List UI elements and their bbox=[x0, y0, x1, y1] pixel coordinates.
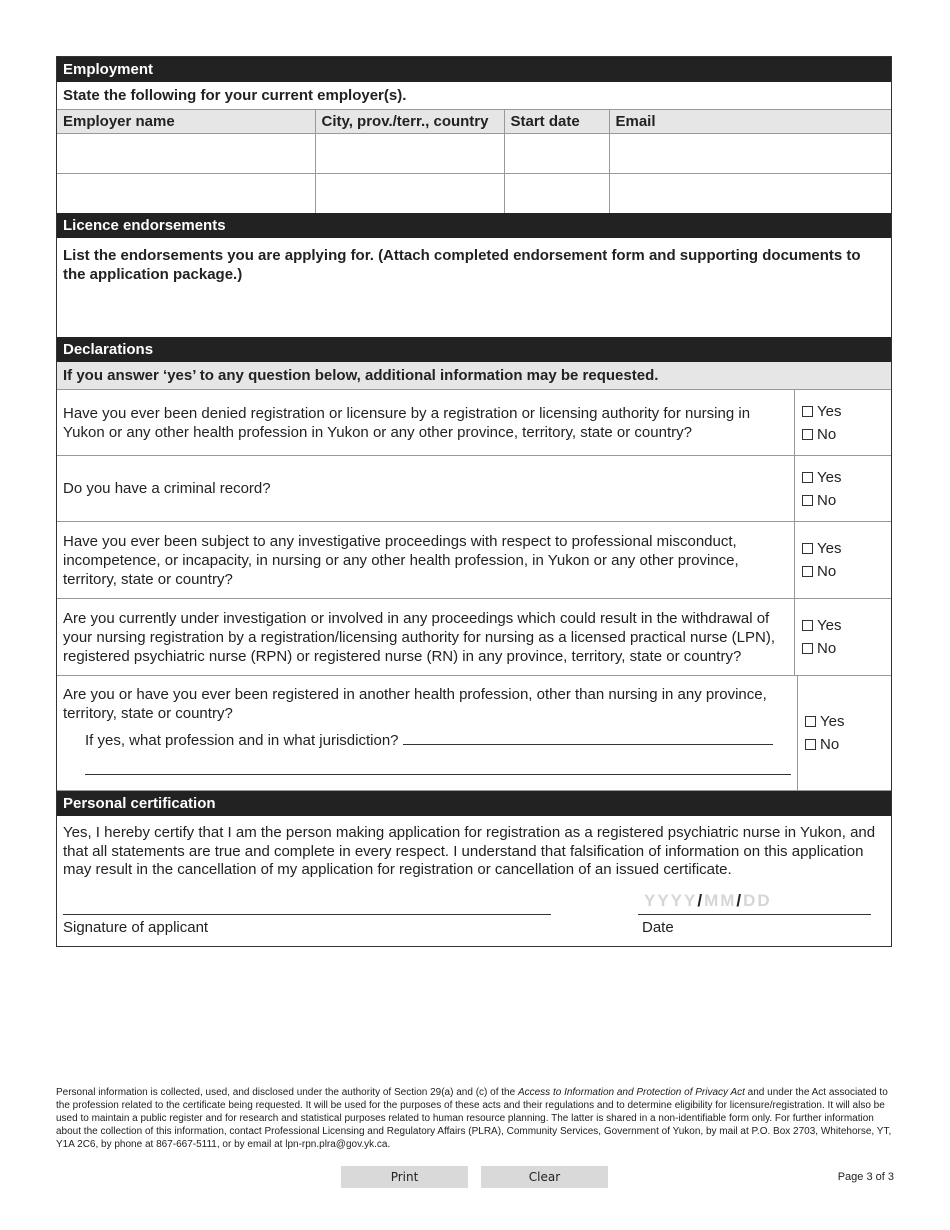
q4-no-option[interactable]: No bbox=[802, 637, 891, 660]
question-3-options bbox=[795, 522, 891, 598]
jurisdiction-input[interactable] bbox=[85, 760, 791, 775]
q5-no-option[interactable]: No bbox=[805, 733, 891, 756]
city-input-1[interactable] bbox=[315, 134, 504, 174]
q5-yes-option[interactable]: Yes bbox=[805, 710, 891, 733]
q2-yes-option[interactable]: Yes bbox=[802, 466, 891, 489]
q1-no-option[interactable]: No bbox=[802, 423, 891, 446]
start-date-column: Start date bbox=[504, 110, 609, 134]
q3-no-option[interactable]: No bbox=[802, 560, 891, 583]
question-4: Are you currently under investigation or involved in any proceedings which could result in the withdrawal of your nursing registration by a registration/licensing authority for nursing as a licensed practical nurse (LPN), registered psychiatric nurse (RPN) or registered nurse (RN) in any province, territory, state or country? bbox=[57, 599, 795, 675]
q2-no-checkbox[interactable] bbox=[802, 495, 813, 506]
print-button[interactable]: Print bbox=[341, 1166, 468, 1188]
signature-label: Signature of applicant bbox=[63, 919, 209, 936]
page-number: Page 3 of 3 bbox=[837, 1171, 894, 1183]
email-input-2[interactable] bbox=[609, 174, 891, 214]
city-column: City, prov./terr., country bbox=[315, 110, 504, 134]
declarations-header: Declarations bbox=[57, 337, 891, 362]
question-4-options bbox=[795, 599, 891, 675]
date-input[interactable]: YYYY/MM/DD bbox=[644, 891, 772, 910]
question-2: Do you have a criminal record? bbox=[57, 456, 795, 521]
email-input-1[interactable] bbox=[609, 134, 891, 174]
certification-statement: Yes, I hereby certify that I am the person making application for registration as a registered psychiatric nurse in Yukon, and that all statements are true and complete in every respect. I understand that falsification of information on this application may result in the cancellation of my application for registration or cancellation of an issued certificate. bbox=[63, 824, 876, 878]
declaration-row-1 bbox=[57, 390, 891, 456]
q3-no-checkbox[interactable] bbox=[802, 566, 813, 577]
date-line bbox=[638, 914, 871, 915]
followup-line: If yes, what profession and in what jurisdiction? bbox=[63, 730, 791, 750]
q5-no-checkbox[interactable] bbox=[805, 739, 816, 750]
q4-yes-option[interactable]: Yes bbox=[802, 614, 891, 637]
q3-yes-checkbox[interactable] bbox=[802, 543, 813, 554]
application-form bbox=[56, 56, 892, 947]
q1-yes-option[interactable]: Yes bbox=[802, 400, 891, 423]
question-2-options bbox=[795, 456, 891, 521]
q1-no-checkbox[interactable] bbox=[802, 429, 813, 440]
start-date-input-1[interactable] bbox=[504, 134, 609, 174]
city-input-2[interactable] bbox=[315, 174, 504, 214]
employment-intro: State the following for your current employer(s). bbox=[57, 82, 891, 110]
endorsements-instructions: List the endorsements you are applying for. (Attach completed endorsement form and supporting documents to the application package.) bbox=[63, 247, 861, 283]
declaration-row-3 bbox=[57, 522, 891, 599]
email-column: Email bbox=[609, 110, 891, 134]
employer-name-column: Employer name bbox=[57, 110, 315, 134]
act-name: Access to Information and Protection of Privacy Act bbox=[517, 1087, 745, 1098]
question-1: Have you ever been denied registration or licensure by a registration or licensing authority for nursing in Yukon or any other health profession in Yukon or any other province, territory, state or country? bbox=[57, 390, 795, 455]
q2-yes-checkbox[interactable] bbox=[802, 472, 813, 483]
declarations-intro: If you answer ‘yes’ to any question below, additional information may be requested. bbox=[57, 362, 891, 390]
declaration-row-2 bbox=[57, 456, 891, 522]
q4-yes-checkbox[interactable] bbox=[802, 620, 813, 631]
q2-no-option[interactable]: No bbox=[802, 489, 891, 512]
table-row bbox=[57, 174, 891, 214]
q4-no-checkbox[interactable] bbox=[802, 643, 813, 654]
clear-button[interactable]: Clear bbox=[481, 1166, 608, 1188]
q1-yes-checkbox[interactable] bbox=[802, 406, 813, 417]
employer-name-input-1[interactable] bbox=[57, 134, 315, 174]
q3-yes-option[interactable]: Yes bbox=[802, 537, 891, 560]
employment-header-row bbox=[57, 110, 891, 134]
declaration-row-4 bbox=[57, 599, 891, 676]
start-date-input-2[interactable] bbox=[504, 174, 609, 214]
employer-name-input-2[interactable] bbox=[57, 174, 315, 214]
endorsements-field[interactable] bbox=[57, 238, 891, 337]
declaration-row-5 bbox=[57, 676, 891, 791]
question-1-options bbox=[795, 390, 891, 455]
question-3: Have you ever been subject to any investigative proceedings with respect to professional misconduct, incompetence, or incapacity, in nursing or any other health profession, in Yukon or any other province, territory, state or country? bbox=[57, 522, 795, 598]
question-5-options bbox=[798, 676, 891, 790]
date-label: Date bbox=[642, 919, 674, 936]
employment-header: Employment bbox=[57, 57, 891, 82]
q5-yes-checkbox[interactable] bbox=[805, 716, 816, 727]
privacy-notice: Personal information is collected, used, and disclosed under the authority of Section 29(a) and (c) of the Access to Information and Protection of Privacy Act and under the Act associated to the profession related to the certificate being requested. It will be used for the purposes of these acts and their regulations and to determine eligibility for licensure/registration. It will also be used to maintain a public register and for research and statistical purposes related to human resource planning. The latter is shared in a non-identifiable form only. For further information about the collection of this information, contact Professional Licensing and Regulatory Affairs (PLRA), Community Services, Government of Yukon, by mail at P.O. Box 2703, Whitehorse, YT, Y1A 2C6, by phone at 867-667-5111, or by email at lpn-rpn.plra@gov.yk.ca. bbox=[56, 1087, 892, 1150]
certification-header: Personal certification bbox=[57, 791, 891, 816]
profession-input[interactable] bbox=[403, 730, 773, 745]
employment-table bbox=[57, 110, 891, 213]
table-row bbox=[57, 134, 891, 174]
endorsements-header: Licence endorsements bbox=[57, 213, 891, 238]
question-5: Are you or have you ever been registered in another health profession, other than nursing in any province, territory, state or country? If yes, what profession and in what jurisdiction? bbox=[57, 676, 798, 790]
signature-input[interactable] bbox=[63, 914, 551, 915]
certification-body bbox=[57, 816, 891, 946]
